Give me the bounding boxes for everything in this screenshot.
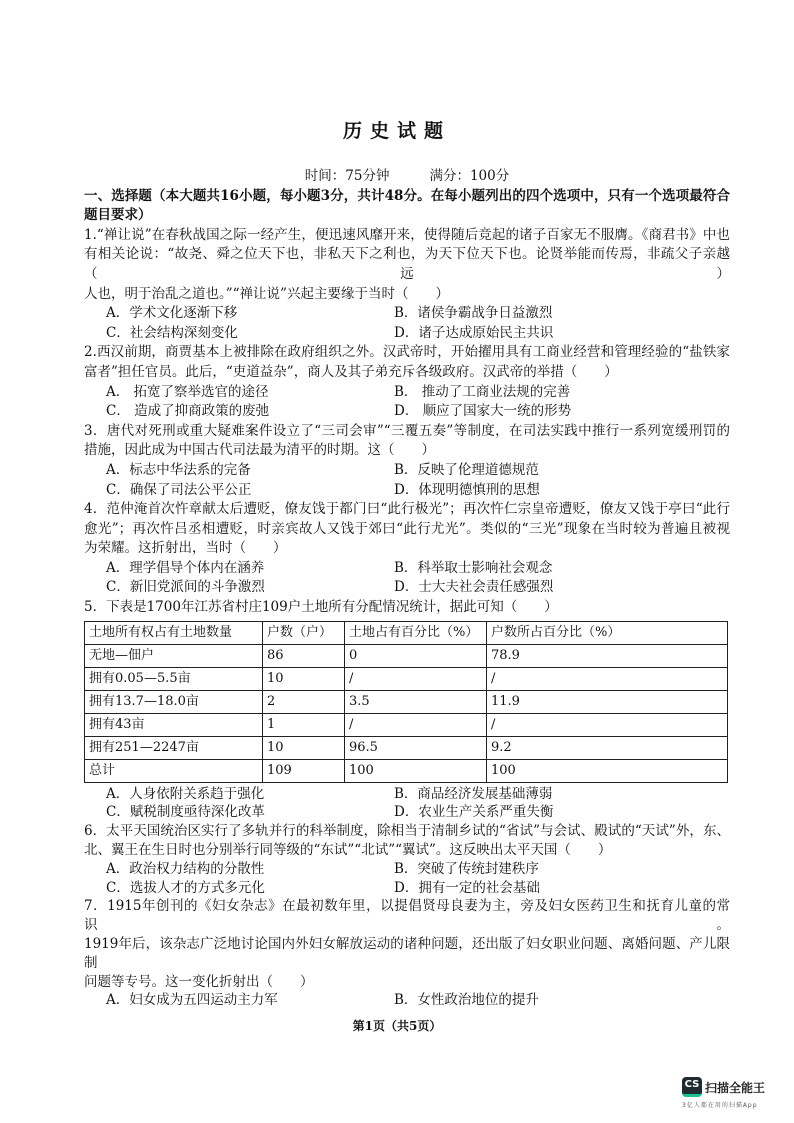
option-d: D．拥有一定的社会基础	[394, 879, 540, 896]
table-header-cell: 土地所有权占有土地数量	[85, 621, 263, 644]
option-b: B．女性政治地位的提升	[394, 992, 539, 1009]
table-row	[85, 713, 728, 736]
table-row	[85, 690, 728, 713]
table-cell: 96.5	[345, 736, 487, 759]
option-a: A．妇女成为五四运动主力军	[106, 992, 278, 1009]
option-a: A．理学倡导个体内在涵养	[106, 559, 265, 576]
question-1-text: 有相关论说：“故尧、舜之位天下也，非私天下之利也，为天下位天下也。论贤举能而传焉，非疏父子亲越（远）	[84, 246, 730, 282]
option-a: A． 拓宽了察举选官的途径	[106, 383, 269, 400]
question-7-text: 7．1915年创刊的《妇女杂志》在最初数年里，以提倡贤母良妻为主，旁及妇女医药卫生和抚育儿童的常识。	[84, 898, 730, 934]
table-cell: 100	[345, 759, 487, 782]
table-cell: 3.5	[345, 690, 487, 713]
exam-body-lower	[84, 785, 730, 1011]
table-cell: 拥有0.05—5.5亩	[85, 667, 263, 690]
option-d: D． 顺应了国家大一统的形势	[394, 403, 572, 420]
table-row	[85, 759, 728, 782]
option-b: B． 推动了工商业法规的完善	[394, 383, 571, 400]
table-cell: 拥有43亩	[85, 713, 263, 736]
question-1-text: 1.“禅让说”在春秋战国之际一经产生，便迅速风靡开来，使得随后竞起的诸子百家无不服膺。《商君书》中也	[84, 226, 730, 243]
table-cell: 9.2	[487, 736, 728, 759]
option-d: D．诸子达成原始民主共识	[394, 324, 554, 341]
option-a: A．人身依附关系趋于强化	[106, 785, 265, 802]
exam-time: 时间：75分钟	[304, 168, 390, 184]
table-cell: 109	[263, 759, 345, 782]
option-a: A．政治权力结构的分散性	[106, 860, 265, 877]
table-cell: 78.9	[487, 644, 728, 667]
option-b: B．科举取士影响社会观念	[394, 559, 553, 576]
option-b: B．商品经济发展基础薄弱	[394, 785, 553, 802]
table-cell: /	[487, 713, 728, 736]
page-number: 第1页（共5页）	[352, 1019, 442, 1033]
table-cell: /	[345, 713, 487, 736]
table-cell: 拥有13.7—18.0亩	[85, 690, 263, 713]
table-header-cell: 户数（户）	[263, 621, 345, 644]
question-6-text: 6．太平天国统治区实行了多轨并行的科举制度，除相当于清制乡试的“省试”与会试、殿试的“天试”外，东、	[84, 823, 730, 840]
option-c: C． 造成了抑商政策的废弛	[106, 403, 270, 420]
question-4-text: 愈光”；再次忤吕丞相遭贬，时亲宾故人又饯于郊曰“此行尤光”。类似的“三光”现象在当时较为普遍且被视	[84, 520, 730, 537]
option-b: B．诸侯争霸战争日益激烈	[394, 305, 553, 322]
option-b: B．反映了伦理道德规范	[394, 461, 539, 478]
question-1-text: 人也，明于治乱之道也。”“禅让说”兴起主要缘于当时（ ）	[84, 285, 449, 302]
question-4-text: 4．范仲淹首次忤章献太后遭贬，僚友饯于都门曰“此行极光”；再次忤仁宗皇帝遭贬，僚友又饯于亭曰“此行	[84, 501, 730, 518]
question-7-text: 问题等专号。这一变化折射出（ ）	[84, 973, 314, 990]
table-cell: 10	[263, 667, 345, 690]
option-d: D．士大夫社会责任感强烈	[394, 579, 554, 596]
section-heading: 题目要求）	[84, 207, 152, 224]
table-row	[85, 736, 728, 759]
scanner-watermark	[682, 1077, 792, 1109]
table-cell: 100	[487, 759, 728, 782]
question-3-text: 措施，因此成为中国古代司法最为清平的时期。这（ ）	[84, 442, 435, 459]
table-row	[85, 667, 728, 690]
option-a: A．学术文化逐渐下移	[106, 305, 238, 322]
table-cell: /	[487, 667, 728, 690]
table-cell: 拥有251—2247亩	[85, 736, 263, 759]
table-cell: 总计	[85, 759, 263, 782]
table-header-cell: 户数所占百分比（%）	[487, 621, 728, 644]
option-c: C．社会结构深刻变化	[106, 324, 238, 341]
table-cell: 11.9	[487, 690, 728, 713]
table-header-cell: 土地占有百分比（%）	[345, 621, 487, 644]
question-7-text: 1919年后，该杂志广泛地讨论国内外妇女解放运动的诸种问题，还出版了妇女职业问题、离婚问题、产儿限制	[84, 936, 730, 971]
option-c: C．赋税制度亟待深化改革	[106, 804, 265, 821]
option-d: D．体现明德慎刑的思想	[394, 481, 540, 498]
question-3-text: 3．唐代对死刑或重大疑难案件设立了“三司会审”“三覆五奏”等制度，在司法实践中推行一系列宽缓刑罚的	[84, 422, 730, 439]
exam-body	[84, 167, 730, 1010]
question-2-text: 2.西汉前期，商贾基本上被排除在政府组织之外。汉武帝时，开始擢用具有工商业经营和管理经验的“盐铁家	[84, 344, 730, 361]
table-cell: /	[345, 667, 487, 690]
option-a: A．标志中华法系的完备	[106, 461, 251, 478]
question-5-text: 5．下表是1700年江苏省村庄109户土地所有分配情况统计，据此可知（ ）	[84, 599, 558, 616]
option-c: C．选拔人才的方式多元化	[106, 879, 265, 896]
watermark-name: 扫描全能王	[705, 1080, 766, 1095]
table-cell: 0	[345, 644, 487, 667]
option-b: B．突破了传统封建秩序	[394, 860, 539, 877]
section-heading: 一、选择题（本大题共16小题，每小题3分，共计48分。在每小题列出的四个选项中，只有一个选项最符合	[84, 187, 730, 204]
table-row	[85, 644, 728, 667]
land-distribution-table	[84, 621, 728, 783]
watermark-tagline: 3亿人都在用的扫描App	[682, 1102, 758, 1109]
camscanner-logo-icon: CS	[682, 1077, 702, 1097]
table-cell: 10	[263, 736, 345, 759]
table-header-row	[85, 621, 728, 644]
option-c: C．新旧党派间的斗争激烈	[106, 579, 265, 596]
question-6-text: 北、翼王在生日时也分别举行同等级的“东试”“北试”“翼试”。这反映出太平天国（ ）	[84, 842, 612, 859]
table-cell: 86	[263, 644, 345, 667]
page-title: 历史试题	[342, 120, 451, 142]
table-cell: 2	[263, 690, 345, 713]
exam-score: 满分：100分	[429, 168, 510, 184]
option-d: D．农业生产关系严重失衡	[394, 804, 554, 821]
question-4-text: 为荣耀。这折射出，当时（ ）	[84, 540, 287, 557]
option-c: C．确保了司法公平公正	[106, 481, 252, 498]
table-cell: 1	[263, 713, 345, 736]
exam-meta	[84, 167, 730, 187]
table-cell: 无地—佃户	[85, 644, 263, 667]
question-2-text: 富者”担任官员。此后，“吏道益杂”，商人及其子弟充斥各级政府。汉武帝的举措（ ）	[84, 363, 618, 380]
